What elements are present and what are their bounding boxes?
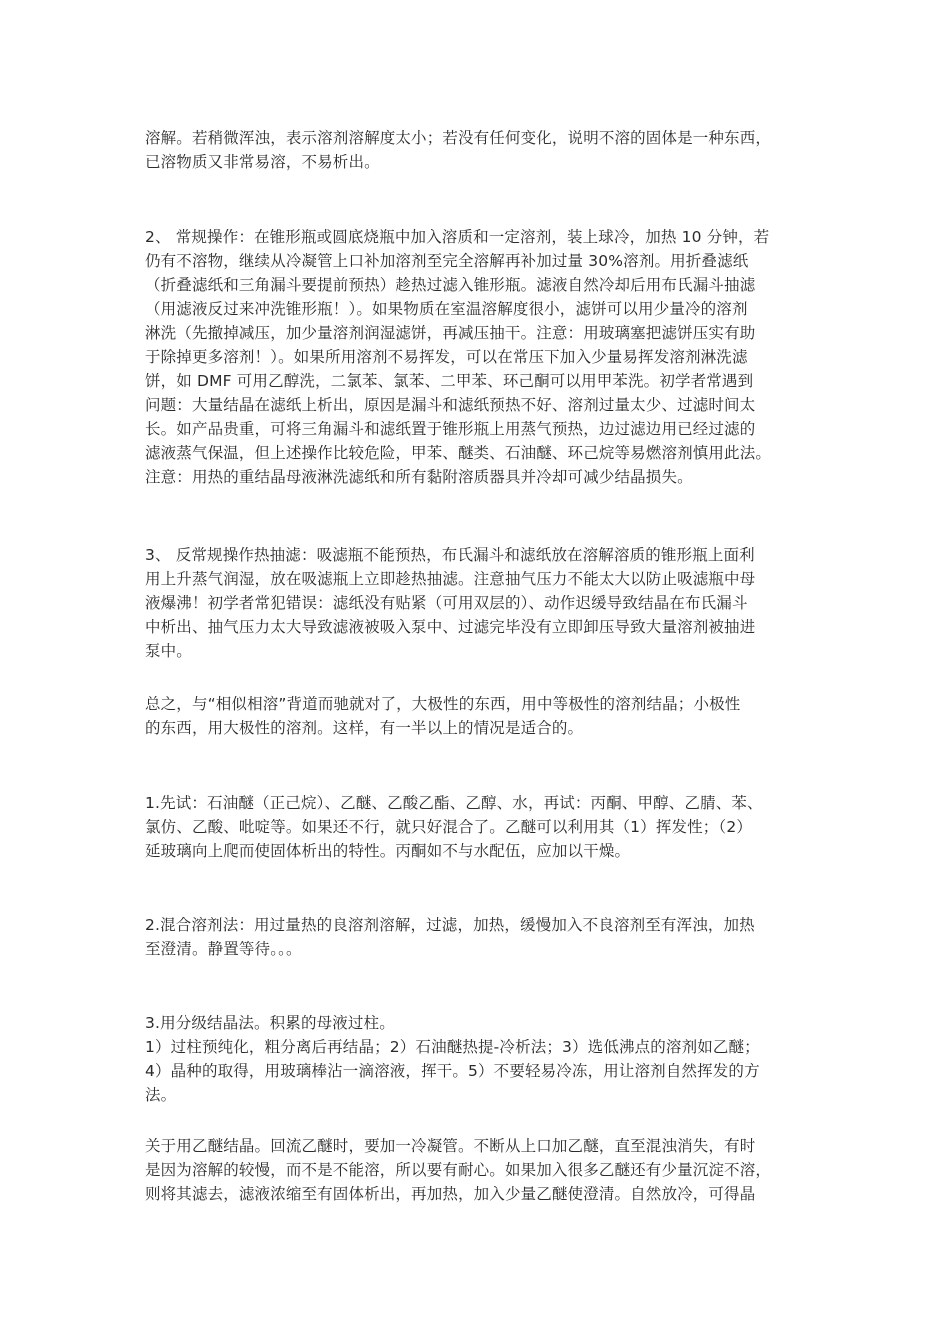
text-line: 液爆沸！初学者常犯错误：滤纸没有贴紧（可用双层的）、动作迟缓导致结晶在布氏漏斗: [145, 594, 748, 612]
text-line: 则将其滤去，滤液浓缩至有固体析出，再加热，加入少量乙醚使澄清。自然放冷，可得晶: [145, 1185, 756, 1203]
text-line: 至澄清。静置等待。。。: [145, 940, 302, 958]
text-line: 用上升蒸气润湿，放在吸滤瓶上立即趁热抽滤。注意抽气压力不能太大以防止吸滤瓶中母: [145, 570, 756, 588]
text-line: 仍有不溶物，继续从冷凝管上口补加溶剂至完全溶解再补加过量 30%溶剂。用折叠滤纸: [145, 252, 749, 270]
text-line: 长。如产品贵重，可将三角漏斗和滤纸置于锥形瓶上用蒸气预热，边过滤边用已经过滤的: [145, 420, 756, 438]
text-line: 法。: [145, 1086, 177, 1104]
text-line: 3.用分级结晶法。积累的母液过柱。: [145, 1014, 395, 1032]
text-line: 是因为溶解的较慢，而不是不能溶，所以要有耐心。如果加入很多乙醚还有少量沉淀不溶，: [145, 1161, 772, 1179]
text-line: 4）晶种的取得，用玻璃棒沾一滴溶液，挥干。5）不要轻易冷冻，用让溶剂自然挥发的方: [145, 1062, 760, 1080]
text-line: 总之，与“相似相溶”背道而驰就对了，大极性的东西，用中等极性的溶剂结晶；小极性: [145, 695, 741, 713]
text-line: （折叠滤纸和三角漏斗要提前预热）趁热过滤入锥形瓶。滤液自然冷却后用布氏漏斗抽滤: [145, 276, 756, 294]
paragraph-tip-1: [145, 791, 809, 863]
text-line: 关于用乙醚结晶。回流乙醚时，要加一冷凝管。不断从上口加乙醚，直至混浊消失，有时: [145, 1137, 756, 1155]
text-line: 注意：用热的重结晶母液淋洗滤纸和所有黏附溶质器具并冷却可减少结晶损失。: [145, 468, 693, 486]
text-line: 氯仿、乙酸、吡啶等。如果还不行，就只好混合了。乙醚可以利用其（1）挥发性；（2）: [145, 818, 752, 836]
text-line: 已溶物质又非常易溶，不易析出。: [145, 153, 380, 171]
paragraph-step-2: [145, 225, 809, 489]
paragraph-tip-2: [145, 913, 809, 961]
document-page: [145, 0, 809, 1344]
paragraph-intro-tail: [145, 126, 809, 174]
text-line: 中析出、抽气压力太大导致滤液被吸入泵中、过滤完毕没有立即卸压导致大量溶剂被抽进: [145, 618, 756, 636]
text-line: 的东西，用大极性的溶剂。这样，有一半以上的情况是适合的。: [145, 719, 584, 737]
paragraph-step-3: [145, 543, 809, 663]
text-line: 饼，如 DMF 可用乙醇洗，二氯苯、氯苯、二甲苯、环己酮可以用甲苯洗。初学者常遇到: [145, 372, 754, 390]
paragraph-ether: [145, 1134, 809, 1206]
text-line: 延玻璃向上爬而使固体析出的特性。丙酮如不与水配伍，应加以干燥。: [145, 842, 631, 860]
paragraph-tip-3: [145, 1011, 809, 1107]
text-line: 淋洗（先撤掉减压，加少量溶剂润湿滤饼，再减压抽干。注意：用玻璃塞把滤饼压实有助: [145, 324, 756, 342]
text-line: 1）过柱预纯化，粗分离后再结晶；2）石油醚热提-冷析法；3）选低沸点的溶剂如乙醚；: [145, 1038, 760, 1056]
text-line: 滤液蒸气保温，但上述操作比较危险，甲苯、醚类、石油醚、环己烷等易燃溶剂慎用此法。: [145, 444, 772, 462]
text-line: 溶解。若稍微浑浊，表示溶剂溶解度太小；若没有任何变化，说明不溶的固体是一种东西，: [145, 129, 772, 147]
text-line: 问题：大量结晶在滤纸上析出，原因是漏斗和滤纸预热不好、溶剂过量太少、过滤时间太: [145, 396, 756, 414]
text-line: 于除掉更多溶剂！）。如果所用溶剂不易挥发，可以在常压下加入少量易挥发溶剂淋洗滤: [145, 348, 748, 366]
text-line: 2.混合溶剂法：用过量热的良溶剂溶解，过滤，加热，缓慢加入不良溶剂至有浑浊，加热: [145, 916, 755, 934]
text-line: 1.先试：石油醚（正己烷）、乙醚、乙酸乙酯、乙醇、水，再试：丙酮、甲醇、乙腈、苯、: [145, 794, 763, 812]
text-line: 3、 反常规操作热抽滤：吸滤瓶不能预热，布氏漏斗和滤纸放在溶解溶质的锥形瓶上面利: [145, 546, 755, 564]
paragraph-summary: [145, 692, 809, 740]
text-line: （用滤液反过来冲洗锥形瓶！）。如果物质在室温溶解度很小，滤饼可以用少量冷的溶剂: [145, 300, 748, 318]
text-line: 泵中。: [145, 642, 192, 660]
text-line: 2、 常规操作：在锥形瓶或圆底烧瓶中加入溶质和一定溶剂，装上球冷，加热 10 分钟，若: [145, 228, 770, 246]
